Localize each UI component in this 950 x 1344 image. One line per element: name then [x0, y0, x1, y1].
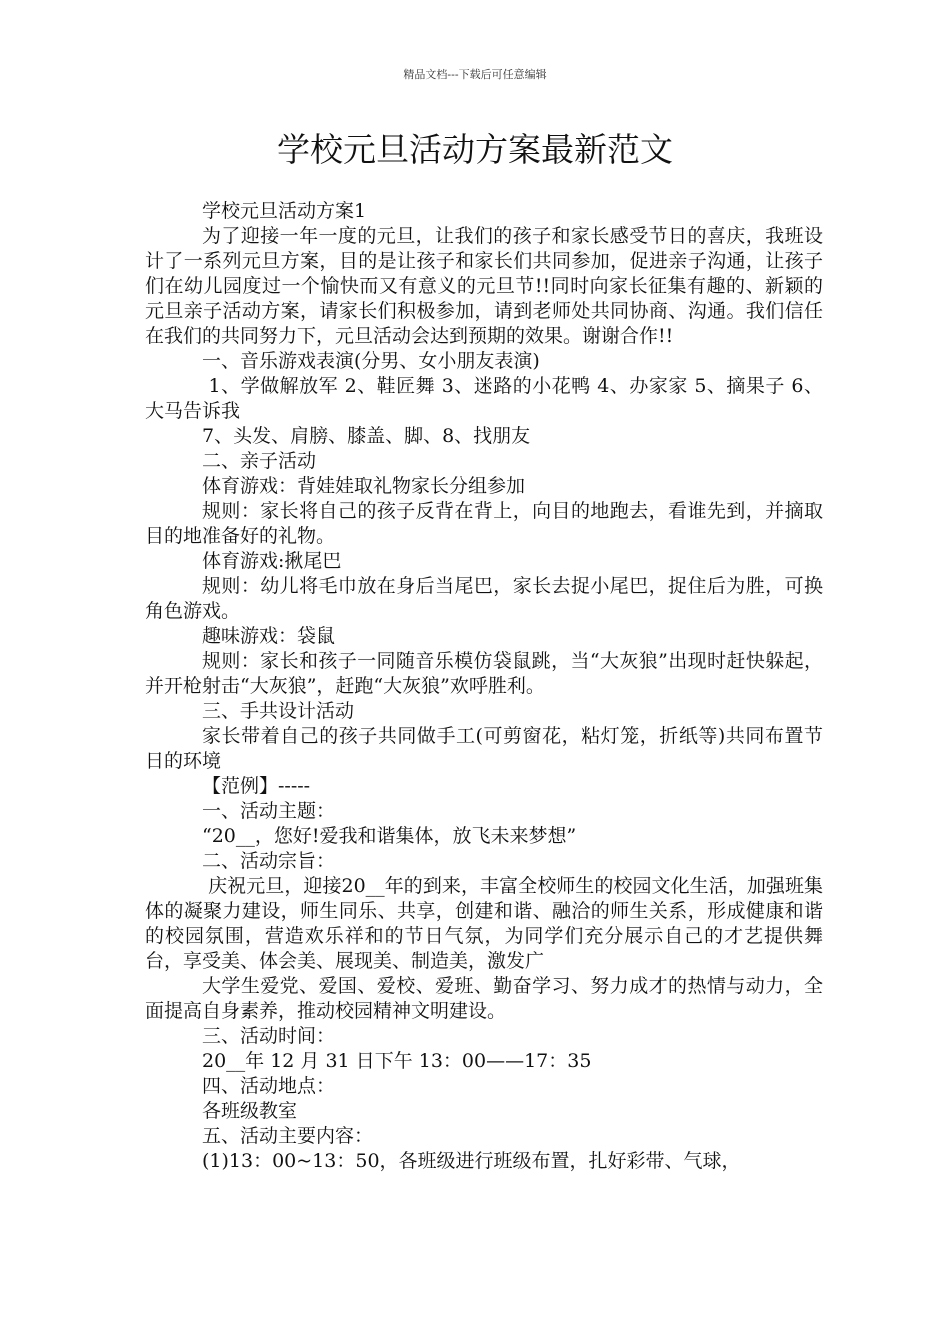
section-heading: 二、活动宗旨：	[202, 850, 336, 872]
paragraph: 20__年 12 月 31 日下午 13：00——17：35	[202, 1050, 592, 1072]
paragraph: 庆祝元旦，迎接20__年的到来，丰富全校师生的校园文化生活，加强班集体的凝聚力建设，师生同乐、共享，创建和谐、融洽的师生关系，形成健康和谐的校园氛围，营造欢乐祥和的节日气氛，为同学们充分展示自己的才艺提供舞台，享受美、体会美、展现美、制造美，激发广	[145, 875, 823, 972]
paragraph: 家长带着自己的孩子共同做手工(可剪窗花，粘灯笼，折纸等)共同布置节日的环境	[145, 725, 823, 772]
section-heading: 五、活动主要内容：	[202, 1125, 374, 1147]
section-heading: 一、活动主题：	[202, 800, 336, 822]
section-heading: 三、手共设计活动	[202, 700, 355, 722]
paragraph: 规则：家长和孩子一同随音乐模仿袋鼠跳，当“大灰狼”出现时赶快躲起，并开枪射击“大灰狼”，赶跑“大灰狼”欢呼胜利。	[145, 650, 823, 697]
header-note: 精品文档---下载后可任意编辑	[403, 68, 547, 81]
paragraph: 大学生爱党、爱国、爱校、爱班、勤奋学习、努力成才的热情与动力，全面提高自身素养，推动校园精神文明建设。	[145, 975, 823, 1022]
section-heading: 【范例】-----	[202, 775, 311, 797]
document-title: 学校元旦活动方案最新范文	[277, 130, 673, 169]
paragraph: 体育游戏：背娃娃取礼物家长分组参加	[202, 475, 526, 497]
paragraph: (1)13：00~13：50，各班级进行班级布置，扎好彩带、气球，	[202, 1150, 741, 1172]
paragraph: 为了迎接一年一度的元旦，让我们的孩子和家长感受节日的喜庆，我班设计了一系列元旦方案，目的是让孩子和家长们共同参加，促进亲子沟通，让孩子们在幼儿园度过一个愉快而又有意义的元旦节!!同时向家长征集有趣的、新颖的元旦亲子活动方案，请家长们积极参加，请到老师处共同协商、沟通。我们信任在我们的共同努力下，元旦活动会达到预期的效果。谢谢合作!!	[145, 225, 823, 347]
section-heading: 一、音乐游戏表演(分男、女小朋友表演)	[202, 350, 540, 372]
paragraph: 规则：家长将自己的孩子反背在背上，向目的地跑去，看谁先到，并摘取目的地准备好的礼物。	[145, 500, 823, 547]
document-body	[145, 199, 823, 1174]
section-heading: 二、亲子活动	[202, 450, 317, 472]
paragraph: 趣味游戏：袋鼠	[202, 625, 336, 647]
section-heading: 三、活动时间：	[202, 1025, 336, 1047]
paragraph: “20__，您好!爱我和谐集体，放飞未来梦想”	[202, 825, 577, 847]
section-heading: 学校元旦活动方案1	[202, 200, 367, 222]
paragraph: 7、头发、肩膀、膝盖、脚、8、找朋友	[202, 425, 531, 447]
paragraph: 1、学做解放军 2、鞋匠舞 3、迷路的小花鸭 4、办家家 5、摘果子 6、大马告诉我	[145, 375, 824, 422]
paragraph: 体育游戏:揪尾巴	[202, 550, 342, 572]
section-heading: 四、活动地点：	[202, 1075, 336, 1097]
paragraph: 各班级教室	[202, 1100, 298, 1122]
paragraph: 规则：幼儿将毛巾放在身后当尾巴，家长去捉小尾巴，捉住后为胜，可换角色游戏。	[145, 575, 823, 622]
